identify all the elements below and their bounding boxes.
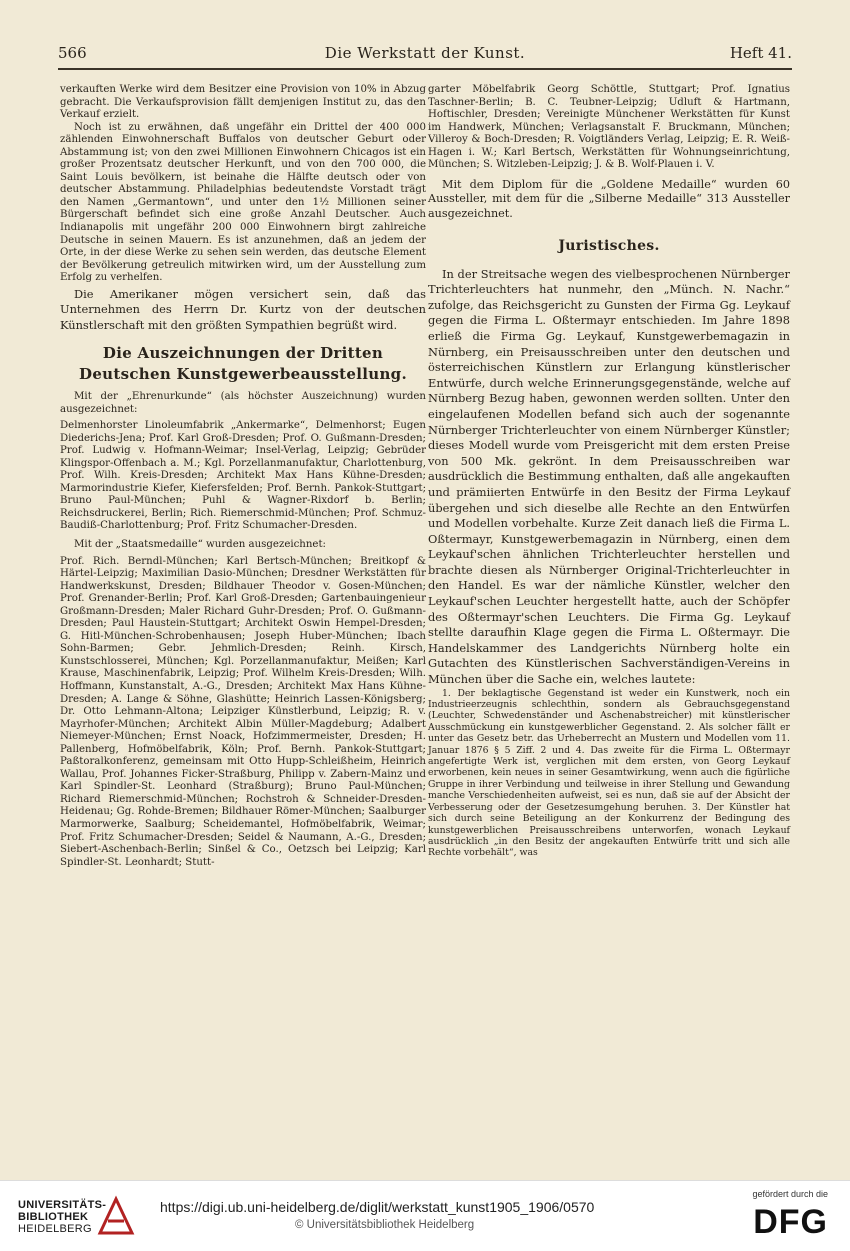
issue-number: Heft 41. [729,44,792,62]
left-paragraph-3: Die Amerikaner mögen versichert sein, daß das Unternehmen des Herrn Dr. Kurtz von der deutschen Künstlerschaft mit den größten Sympathien begrüßt wird. [60,286,426,332]
state-medal-list: Prof. Rich. Berndl-München; Karl Bertsch-München; Breitkopf & Härtel-Leipzig; Maximilian Dasio-München; Dresdner Werkstätten für Handwerkskunst, Dresden; Bildhauer Theodor v. Gosen-München; Prof. Grenander-Berlin; Prof. Karl Groß-Dresden; Gartenbauingenieur Großmann-Dresden; Maler Richard Guhr-Dresden; Prof. O. Gußmann-Dresden; Paul Haustein-Stuttgart; Architekt Oswin Hempel-Dresden; G. Hitl-München-Schrobenhausen; Joseph Huber-München; Ibach Sohn-Barmen; Gebr. Jehmlich-Dresden; Reinh. Kirsch, Kunstschlosserei, München; Kgl. Porzellanmanufaktur, Meißen; Karl Krause, Maschinenfabrik, Leipzig; Prof. Wilhelm Kreis-Dresden; Wilh. Hoffmann, Kunstanstalt, A.-G., Dresden; Architekt Max Hans Kühne-Dresden; A. Lange & Söhne, Glashütte; Heinrich Lassen-Königsberg; Dr. Otto Lehmann-Altona; Leipziger Künstlerbund, Leipzig; R. v. Mayrhofer-München; Architekt Albin Müller-Magdeburg; Adalbert Niemeyer-München; Ernst Noack, Hofzimmermeister, Dresden; H. Pallenberg, Hofmöbelfabrik, Köln; Prof. Bernh. Pankok-Stuttgart; Paßtoralkonferenz, gemeinsam mit Otto Hupp-Schleißheim, Heinrich Wallau, Prof. Johannes Ficker-Straßburg, Philipp v. Zabern-Mainz und Karl Spindler-St. Leonhard (Straßburg); Bruno Paul-München; Richard Riemerschmid-München; Rochstroh & Schneider-Dresden-Heidenau; Gg. Rohde-Bremen; Bildhauer Römer-München; Saalburger Marmorwerke, Saalburg; Scheidemantel, Hofmöbelfabrik, Weimar; Prof. Fritz Schumacher-Dresden; Seidel & Naumann, A.-G., Dresden; Siebert-Aschenbach-Berlin; Sinßel & Co., Oetzsch bei Leipzig; Karl Spindler-St. Leonhardt; Stutt- [60,555,426,868]
library-logo[interactable] [18,1199,106,1235]
right-paragraph-1: Mit dem Diplom für die „Goldene Medaille“ wurden 60 Aussteller, mit dem für die „Silberne Medaille“ 313 Aussteller ausgezeichnet. [428,177,790,221]
copyright-notice: © Universitätsbibliothek Heidelberg [295,1219,475,1231]
honor-certificate-list: Delmenhorster Linoleumfabrik „Ankermarke“, Delmenhorst; Eugen Diederichs-Jena; Prof. Karl Groß-Dresden; Prof. O. Gußmann-Dresden; Prof. Ludwig v. Hofmann-Weimar; Insel-Verlag, Leipzig; Gebrüder Klingspor-Offenbach a. M.; Kgl. Porzellanmanufaktur, Charlottenburg, Prof. Wilh. Kreis-Dresden; Architekt Max Hans Kühne-Dresden; Marmorindustrie Kiefer, Kiefersfelden; Prof. Bernh. Pankok-Stuttgart; Bruno Paul-München; Puhl & Wagner-Rixdorf b. Berlin; Reichsdruckerei, Berlin; Rich. Riemerschmid-München; Prof. Schmuz-Baudiß-Charlottenburg; Prof. Fritz Schumacher-Dresden. [60,420,426,532]
left-paragraph-5: Mit der „Staatsmedaille“ wurden ausgezeichnet: [74,538,326,550]
library-emblem-icon [96,1195,136,1237]
footer-bar [0,1180,850,1251]
legal-heading: Juristisches. [558,237,660,254]
funding-note: gefördert durch die [752,1189,828,1199]
library-name-line-2: BIBLIOTHEK [18,1211,89,1223]
library-name-line-1: UNIVERSITÄTS- [18,1199,107,1211]
journal-title: Die Werkstatt der Kunst. [324,44,526,62]
awards-heading: Die Auszeichnungen der Dritten Deutschen Kunstgewerbeausstellung. [79,343,407,383]
expert-opinion-quote: 1. Der beklagtische Gegenstand ist weder ein Kunstwerk, noch ein Industrieerzeugnis schlechthin, sondern als Gebrauchsgegenstand (Leuchter, Schwedenständer und Aschenabstreicher) mit künstlerischer Ausschmückung ein kunstgewerblicher Gegenstand. 2. Als solcher fällt er unter das Gesetz betr. das Urheberrecht an Mustern und Modellen vom 11. Januar 1876 § 5 Ziff. 2 und 4. Das zweite für die Firma L. Oßtermayr angefertigte Werk ist, verglichen mit dem ersten, von Georg Leykauf erworbenen, kein neues in seiner Gesamtwirkung, wenn auch die figürliche Gruppe in ihrer Verbindung und teilweise in ihrer Stellung und Gewandung manche Verschiedenheiten aufweist, sei es nun, daß sie auf der Absicht der Verbesserung oder der Gesetzesumgehung beruhen. 3. Der Künstler hat sich durch seine Beteiligung an der Konkurrenz der Bedingung des kunstgewerblichen Preisausschreibens unterworfen, wonach Leykauf ausdrücklich „in den Besitz der angekauften Entwürfe tritt und sich alle Rechte vorbehält“, was [428,687,790,859]
dfg-logo[interactable]: DFG [753,1203,828,1241]
left-column [60,84,426,869]
library-name-line-3: HEIDELBERG [18,1223,92,1235]
left-paragraph-4: Mit der „Ehrenurkunde“ (als höchster Auszeichnung) wurden ausgezeichnet: [60,390,426,415]
left-paragraph-1: verkauften Werke wird dem Besitzer eine Provision von 10% in Abzug gebracht. Die Verkaufsprovision fällt demjenigen Institut zu, das den Verkauf erzielt. [60,84,426,121]
left-paragraph-2: Noch ist zu erwähnen, daß ungefähr ein Drittel der 400 000 zählenden Einwohnerschaft Buffalos von deutscher Geburt oder Abstammung ist; von den zwei Millionen Einwohnern Chicagos ist ein großer Prozentsatz deutscher Herkunft, und von den 700 000, die Saint Louis bevölkern, ist beinahe die Hälfte deutsch oder von deutscher Abstammung. Philadelphias bedeutendste Vorstadt trägt den Namen „Germantown“, und unter den 1½ Millionen seiner Bürgerschaft befindet sich eine große Anzahl Deutscher. Auch Indianapolis mit ungefähr 200 000 Einwohnern birgt zahlreiche Deutsche in seinen Mauern. Es ist anzunehmen, daß an jedem der Orte, in der diese Werke zu sehen sein werden, das deutsche Element der Bevölkerung getreulich mitwirken wird, um der Ausstellung zum Erfolg zu verhelfen. [60,121,426,284]
header-rule [58,68,792,70]
state-medal-list-continued: garter Möbelfabrik Georg Schöttle, Stuttgart; Prof. Ignatius Taschner-Berlin; B. C. Teubner-Leipzig; Udluft & Hartmann, Hoftischler, Dresden; Vereinigte Münchener Werkstätten für Kunst im Handwerk, München; Verlagsanstalt F. Bruckmann, München; Villeroy & Boch-Dresden; R. Voigtländers Verlag, Leipzig; E. R. Weiß-Hagen i. W.; Karl Bertsch, Werkstätten für Wohnungseinrichtung, München; S. Witzleben-Leipzig; J. & B. Wolf-Plauen i. V. [428,84,790,171]
right-column [428,84,790,859]
right-paragraph-2: In der Streitsache wegen des vielbesprochenen Nürnberger Trichterleuchters hat nunmehr, den „Münch. N. Nachr.“ zufolge, das Reichsgericht zu Gunsten der Firma Gg. Leykauf gegen die Firma L. Oßtermayr entschieden. Im Jahre 1898 erließ die Firma Gg. Leykauf, Kunstgewerbemagazin in Nürnberg, ein Preisausschreiben unter den deutschen und österreichischen Künstlern zur Erlangung künstlerischer Entwürfe, durch welche Erinnerungsgegenstände, welche auf Nürnberg Bezug haben, gewonnen werden sollten. Unter den eingelaufenen Modellen befand sich auch der sogenannte Nürnberger Trichterleuchter von einem Nürnberger Künstler; dieses Modell wurde vom Preisgericht mit dem ersten Preise von 500 Mk. gekrönt. In dem Preisausschreiben war ausdrücklich die Bestimmung enthalten, daß alle angekauften und prämiierten Entwürfe in den Besitz der Firma Leykauf übergehen und sich dieselbe alle Rechte an den Entwürfen und Modellen vorbehalte. Kurze Zeit danach ließ die Firma L. Oßtermayr, Kunstgewerbemagazin in Nürnberg, einen dem Leykauf'schen ähnlichen Trichterleuchter herstellen und brachte diesen als Nürnberger Original-Trichterleuchter in den Handel. Es war der nämliche Künstler, welcher den Leykauf'schen Leuchter hergestellt hatte, auch der Schöpfer des Oßtermayr'schen Leuchters. Die Firma Gg. Leykauf stellte daraufhin Klage gegen die Firma L. Oßtermayr. Die Handelskammer des Landgerichts Nürnberg holte ein Gutachten des Künstlerischen Sachverständigen-Vereins in München über die Sache ein, welches lautete: [428,266,790,687]
page-header [58,40,792,68]
page-number: 566 [58,44,87,62]
permalink-url[interactable]: https://digi.ub.uni-heidelberg.de/diglit/werkstatt_kunst1905_1906/0570 [160,1199,595,1215]
